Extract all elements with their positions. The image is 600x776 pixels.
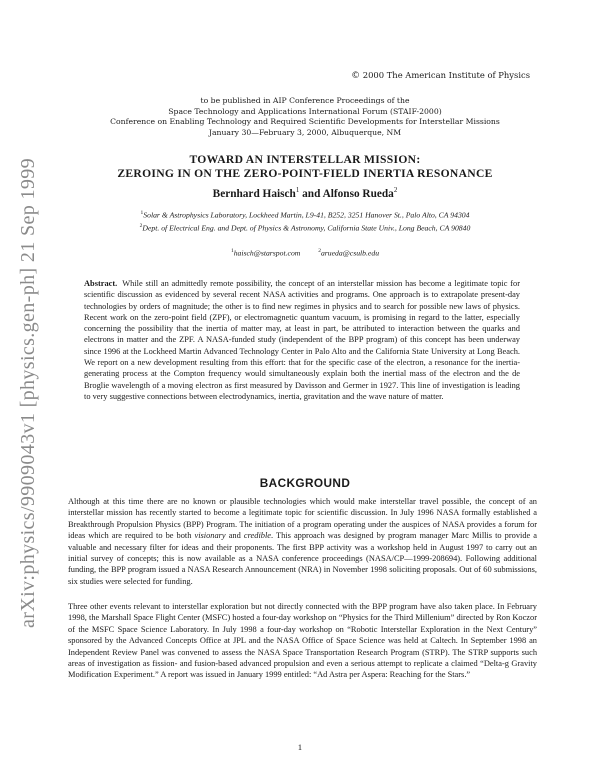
paragraph-text: Although at this time there are no known or plausible technologies which would make interstellar travel possible, the concept of an interstellar mission has recently started to become a legitimate topic for scientific discussion. In July 1996 NASA formally established a Breakthrough Propulsion Physics (BPP) Program. The initiation of a program operating under the auspices of NASA provides a forum for ideas which are required to be both [68, 497, 537, 541]
paragraph-text: and [228, 531, 241, 541]
author-mark: 2 [393, 186, 398, 194]
author-connector: and [302, 187, 321, 200]
copyright-text: 2000 The American Institute of Physics [362, 70, 530, 80]
affiliation-text: Solar & Astrophysics Laboratory, Lockheed Martin, L9-41, B252, 3251 Hanover St., Palo Alto, CA 94304 [143, 210, 470, 220]
abstract [84, 278, 520, 402]
publication-line: Conference on Enabling Technology and Required Scientific Developments for Interstellar Missions [110, 117, 500, 127]
paper-title [60, 153, 550, 180]
email-link[interactable]: haisch@starspot.com [233, 248, 301, 258]
emphasis-text: visionary [194, 531, 226, 541]
copyright-notice [351, 70, 530, 81]
author-name: Bernhard Haisch [212, 187, 296, 200]
affiliation-line [60, 221, 550, 234]
publication-info [60, 96, 550, 138]
author-list [60, 186, 550, 200]
arxiv-stamp [8, 150, 42, 630]
email-addresses [60, 248, 550, 258]
title-line-2: ZEROING IN ON THE ZERO-POINT-FIELD INERTIA RESONANCE [117, 166, 493, 180]
publication-line: Space Technology and Applications International Forum (STAIF-2000) [168, 106, 442, 116]
affiliation-line [60, 208, 550, 221]
abstract-text: While still an admittedly remote possibility, the concept of an interstellar mission has become a legitimate topic for scientific discussion as evidenced by several recent NASA activities and programs. One approach is to extrapolate present-day technologies by orders of magnitude; the other is to find new regimes in physics and to search for possible new laws of physics. Recent work on the zero-point field (ZPF), or electromagnetic quantum vacuum, is promising in regard to the latter, especially concerning the possibility that the inertia of matter may, at least in part, be attributed to interaction between the quarks and electrons in matter and the ZPF. A NASA-funded study (independent of the BPP program) of this concept has been underway since 1996 at the Lockheed Martin Advanced Technology Center in Palo Alto and the California State University at Long Beach. We report on a new development resulting from this effort: that for the specific case of the electron, a resonance for the inertia-generating process at the Compton frequency would simultaneously explain both the inertial mass of the electron and the de Broglie wavelength of a moving electron as first measured by Davisson and Germer in 1927. This line of investigation is leading to very suggestive connections between electrodynamics, inertia, gravitation and the wave nature of matter. [84, 279, 520, 401]
title-line-1: TOWARD AN INTERSTELLAR MISSION: [189, 153, 421, 166]
email-mark: 2 [318, 248, 321, 254]
copyright-symbol: © [351, 71, 361, 81]
paragraph-text: . This approach was designed by program manager Marc Millis to provide a valuable and necessary filter for ideas and their proponents. The first BPP activity was a workshop held in August 1997 to carry out an initial survey of concepts; this is now available as a NASA conference proceedings (NASA/CP—1999-208694). Following additional funding, the BPP program issued a NASA Research Announcement (NRA) in November 1998 soliciting proposals. Out of 60 submissions, six studies were selected for funding. [68, 531, 538, 586]
emphasis-text: credible [243, 531, 272, 541]
body-paragraph: Three other events relevant to interstellar exploration but not directly connected with the BPP program have also taken place. In February 1998, the Marshall Space Flight Center (MSFC) hosted a four-day workshop on “Physics for the Third Millenium” directed by Ron Koczor of the MSFC Space Science Laboratory. In July 1998 a four-day workshop on “Robotic Interstellar Exploration in the Next Century” sponsored by the Advanced Concepts Office at JPL and the NASA Office of Space Science was held at Caltech. In September 1998 an Independent Review Panel was convened to assess the NASA Space Transportation Research Program (STRP). The STRP supports such areas of investigation as fission- and fusion-based advanced propulsion and even a serious attempt to replicate a claimed “Delta-g Gravity Modification Experiment.” A report was issued in January 1999 entitled: “Ad Astra per Aspera: Reaching for the Stars.” [68, 602, 537, 680]
author-mark: 1 [295, 186, 300, 194]
email-link[interactable]: arueda@csulb.edu [320, 248, 380, 258]
publication-line: January 30—February 3, 2000, Albuquerque, NM [208, 127, 402, 137]
page-number: 1 [297, 742, 303, 752]
affiliation-mark: 1 [140, 210, 144, 216]
arxiv-id-text: arXiv:physics/9909043v1 [physics.gen-ph] 21 Sep 1999 [18, 170, 39, 628]
author-name: Alfonso Rueda [322, 187, 394, 200]
affiliation-text: Dept. of Electrical Eng. and Dept. of Physics & Astronomy, California State Univ., Long Beach, CA 90840 [142, 223, 471, 233]
affiliation-mark: 2 [139, 222, 143, 229]
email-mark: 1 [230, 248, 234, 254]
section-heading: BACKGROUND [259, 476, 351, 490]
arxiv-stamp-svg [8, 150, 42, 630]
publication-line: to be published in AIP Conference Proceedings of the [200, 96, 410, 105]
body-paragraph [68, 496, 537, 587]
affiliations [60, 208, 550, 234]
abstract-label: Abstract. [84, 279, 118, 288]
